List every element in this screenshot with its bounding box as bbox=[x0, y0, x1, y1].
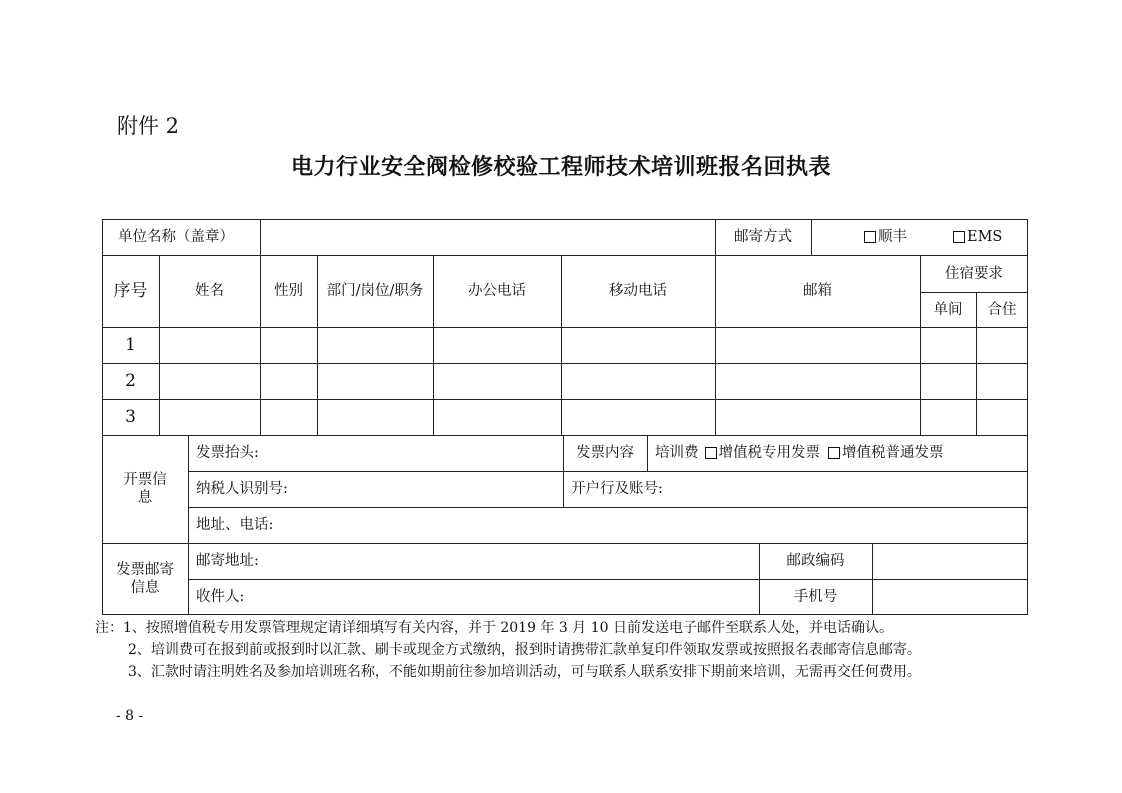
notes bbox=[95, 617, 921, 683]
checkbox-icon bbox=[953, 231, 965, 243]
mail-method-label: 邮寄方式 bbox=[734, 229, 792, 245]
mail-option-ems[interactable] bbox=[953, 219, 1023, 255]
unit-name-label: 单位名称（盖章） bbox=[118, 229, 234, 245]
address-phone-label: 地址、电话: bbox=[196, 517, 274, 533]
header-office-phone: 办公电话 bbox=[468, 283, 526, 299]
checkbox-icon[interactable] bbox=[828, 447, 840, 459]
page-number: - 8 - bbox=[116, 708, 144, 724]
invoice-content-options bbox=[647, 435, 1028, 471]
note-2: 2、培训费可在报到前或报到时以汇款、刷卡或现金方式缴纳，报到时请携带汇款单复印件领取发票或按照报名表邮寄信息邮寄。 bbox=[128, 642, 921, 658]
checkbox-icon bbox=[864, 231, 876, 243]
mail-option-ems-label: EMS bbox=[967, 229, 1003, 245]
attachment-label: 附件 2 bbox=[117, 114, 180, 138]
row-number: 2 bbox=[125, 371, 136, 391]
phone-label: 手机号 bbox=[793, 589, 838, 605]
header-email: 邮箱 bbox=[803, 283, 832, 299]
mailing-section-label: 发票邮寄信息 bbox=[116, 562, 174, 596]
invoice-section-label: 开票信息 bbox=[123, 472, 167, 506]
header-shared: 合住 bbox=[987, 301, 1017, 318]
header-seq: 序号 bbox=[113, 281, 148, 301]
mail-address-label: 邮寄地址: bbox=[196, 553, 259, 569]
header-dept: 部门/岗位/职务 bbox=[326, 283, 424, 299]
invoice-content-label: 发票内容 bbox=[576, 445, 634, 461]
taxpayer-id-label: 纳税人识别号: bbox=[196, 481, 288, 497]
postcode-label: 邮政编码 bbox=[786, 553, 845, 569]
row-number: 3 bbox=[125, 407, 136, 427]
header-name: 姓名 bbox=[195, 283, 224, 299]
recipient-label: 收件人: bbox=[196, 589, 245, 605]
invoice-content-value: 培训费 bbox=[655, 445, 699, 461]
mail-option-sf-label: 顺丰 bbox=[878, 229, 907, 245]
header-single: 单间 bbox=[933, 301, 963, 318]
note-3: 3、汇款时请注明姓名及参加培训班名称，不能如期前往参加培训活动，可与联系人联系安排下期前来培训，无需再交任何费用。 bbox=[128, 664, 921, 680]
vat-normal-label: 增值税普通发票 bbox=[842, 445, 944, 461]
header-mobile: 移动电话 bbox=[609, 283, 667, 299]
bank-account-label: 开户行及账号: bbox=[571, 481, 663, 497]
vat-special-label: 增值税专用发票 bbox=[718, 445, 820, 461]
invoice-title-label: 发票抬头: bbox=[196, 445, 259, 461]
header-gender: 性别 bbox=[274, 283, 303, 299]
header-lodging: 住宿要求 bbox=[945, 265, 1003, 282]
checkbox-icon[interactable] bbox=[705, 447, 717, 459]
page-title: 电力行业安全阀检修校验工程师技术培训班报名回执表 bbox=[290, 155, 831, 180]
mail-option-sf[interactable] bbox=[864, 219, 934, 255]
note-1: 注：1、按照增值税专用发票管理规定请详细填写有关内容，并于 2019 年 3 月 10 日前发送电子邮件至联系人处，并电话确认。 bbox=[95, 620, 893, 636]
registration-form-table bbox=[102, 219, 1028, 615]
row-number: 1 bbox=[125, 335, 136, 355]
